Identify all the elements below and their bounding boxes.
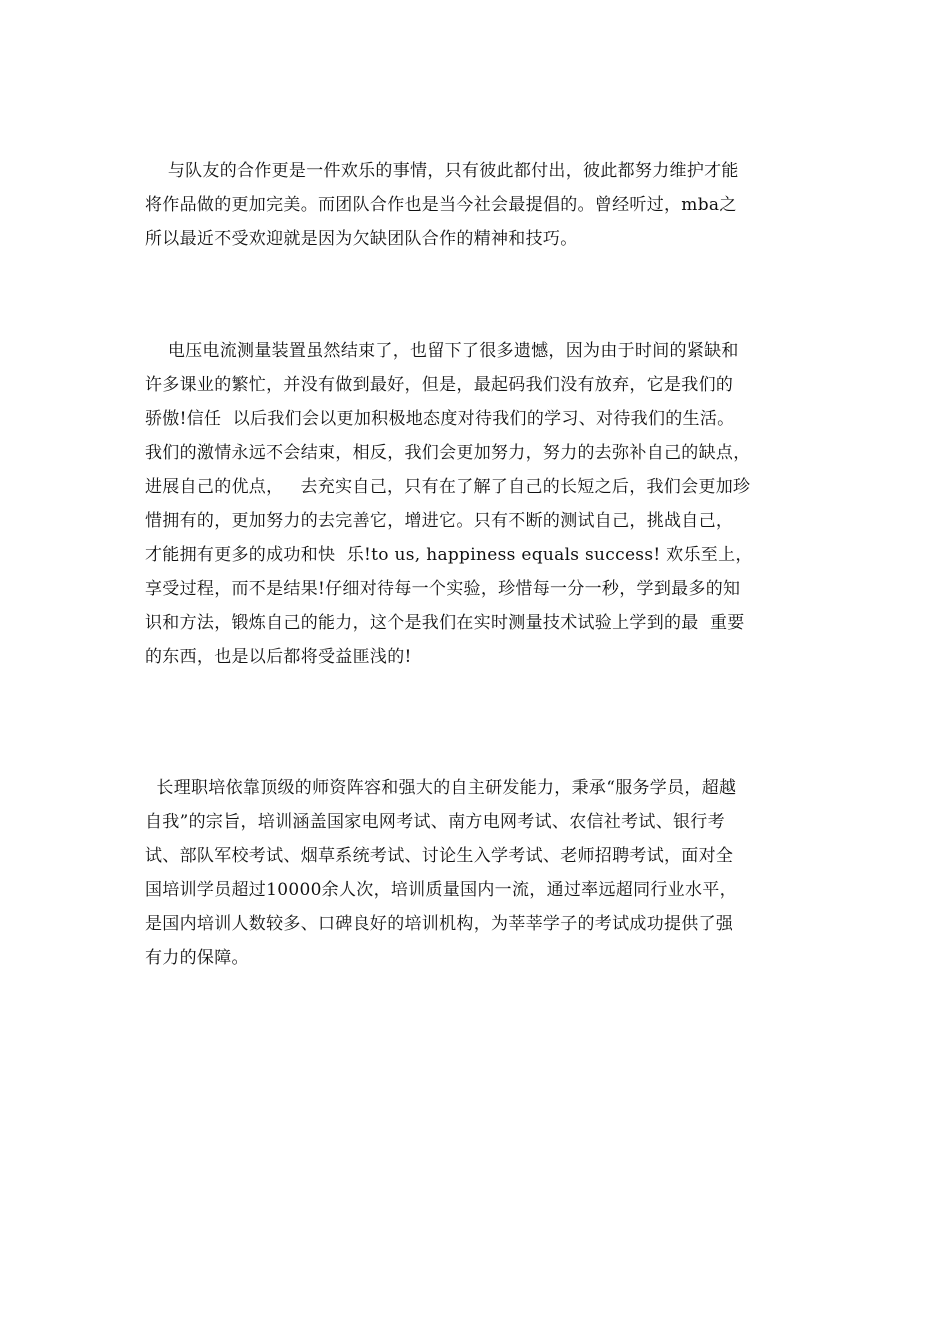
text-line: 与队友的合作更是一件欢乐的事情，只有彼此都付出，彼此都努力维护才能	[145, 161, 739, 181]
text-line: 享受过程，而不是结果!仔细对待每一个实验，珍惜每一分一秒，学到最多的知	[145, 579, 741, 599]
text-line: 是国内培训人数较多、口碑良好的培训机构，为莘莘学子的考试成功提供了强	[145, 914, 734, 934]
text-line: 所以最近不受欢迎就是因为欠缺团队合作的精神和技巧。	[145, 229, 578, 249]
text-line: 有力的保障。	[145, 948, 249, 968]
paragraph-measurement-reflection	[145, 334, 810, 674]
text-line: 将作品做的更加完美。而团队合作也是当今社会最提倡的。曾经听过，mba之	[145, 195, 737, 215]
text-line: 电压电流测量装置虽然结束了，也留下了很多遗憾，因为由于时间的紧缺和	[145, 341, 739, 361]
text-line: 骄傲!信任 以后我们会以更加积极地态度对待我们的学习、对待我们的生活。	[145, 409, 735, 429]
text-line: 惜拥有的，更加努力的去完善它，增进它。只有不断的测试自己，挑战自己，	[145, 511, 734, 531]
text-line: 许多课业的繁忙，并没有做到最好，但是，最起码我们没有放弃，它是我们的	[145, 375, 734, 395]
text-line: 试、部队军校考试、烟草系统考试、讨论生入学考试、老师招聘考试，面对全	[145, 846, 734, 866]
paragraph-team-cooperation	[145, 154, 810, 256]
text-line: 长理职培依靠顶级的师资阵容和强大的自主研发能力，秉承“服务学员，超越	[145, 778, 737, 798]
text-line: 我们的激情永远不会结束，相反，我们会更加努力，努力的去弥补自己的缺点，	[145, 443, 751, 463]
text-line: 才能拥有更多的成功和快 乐!to us, happiness equals success! 欢乐至上，	[145, 545, 753, 565]
text-line: 识和方法，锻炼自己的能力，这个是我们在实时测量技术试验上学到的最 重要	[145, 613, 745, 633]
text-line: 进展自己的优点， 去充实自己，只有在了解了自己的长短之后，我们会更加珍	[145, 477, 751, 497]
text-line: 自我”的宗旨，培训涵盖国家电网考试、南方电网考试、农信社考试、银行考	[145, 812, 725, 832]
text-line: 国培训学员超过10000余人次，培训质量国内一流，通过率远超同行业水平，	[145, 880, 737, 900]
text-line: 的东西，也是以后都将受益匪浅的!	[145, 647, 412, 667]
paragraph-training-ad	[145, 771, 810, 975]
